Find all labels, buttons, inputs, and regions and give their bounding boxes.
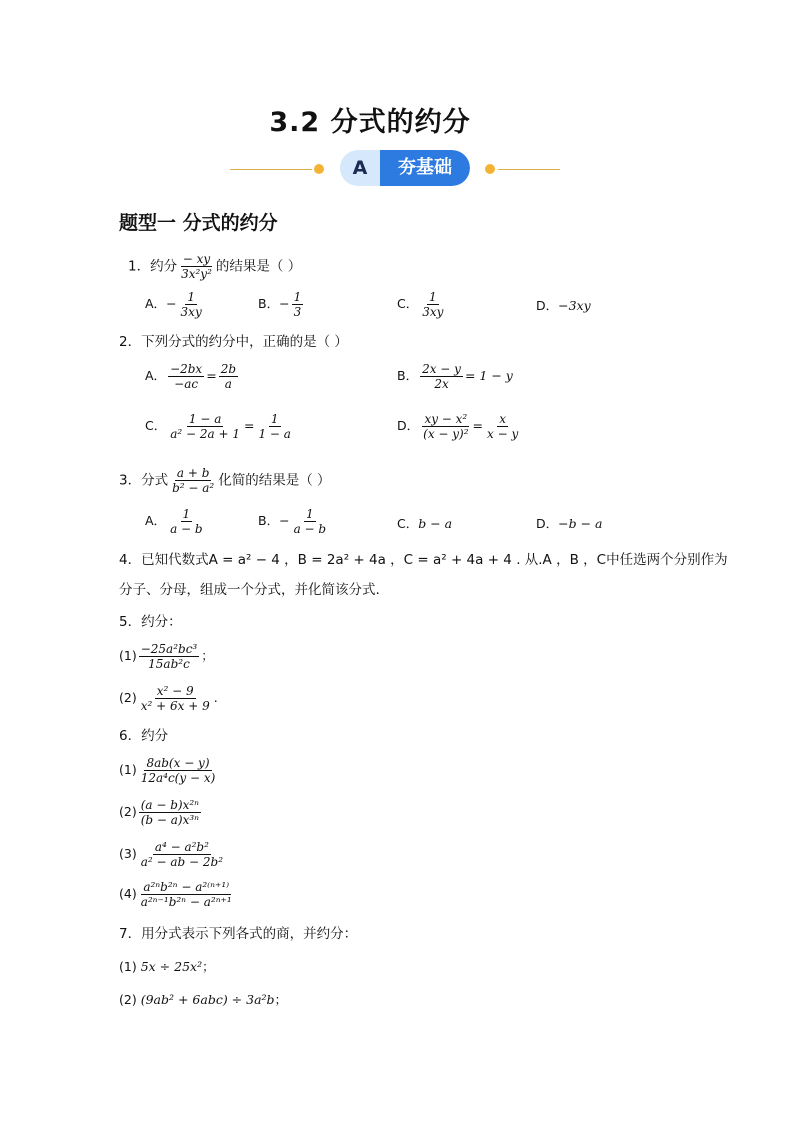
q6-part-2 (119, 798, 203, 827)
q1-frac-num: − xy (182, 252, 211, 266)
q2-d-right-num: x (499, 412, 507, 426)
banner-line-left (230, 169, 312, 170)
banner-label: 夯基础 (380, 150, 470, 186)
q1-option-b-frac (292, 290, 304, 319)
q3-option-b-frac (292, 507, 329, 536)
q2-b-left-den: 2x (434, 377, 449, 391)
q1-option-a-den: 3xy (180, 305, 202, 319)
q3-stem-post: 化简的结果是（ ） (218, 472, 331, 489)
q5-part-2-num: x² − 9 (156, 684, 194, 698)
q6-part-2-frac (139, 798, 201, 827)
q1-option-c-den: 3xy (422, 305, 444, 319)
q3-frac-num: a + b (176, 466, 210, 480)
q1-option-a-sign: − (166, 296, 177, 311)
banner-dot-right (485, 164, 495, 174)
q1-option-d (536, 296, 591, 314)
q3-option-a (145, 507, 207, 536)
q5-part-1-den: 15ab²c (148, 657, 190, 671)
q7-part-2-end: ； (274, 992, 288, 1007)
q5-part-2-den: x² + 6x + 9 (140, 699, 210, 713)
q6-part-2-label: (2) (119, 804, 137, 819)
q5-part-1-num: −25a²bc³ (140, 642, 198, 656)
q5-part-2 (119, 684, 218, 713)
q1-stem-post: 的结果是（ ） (215, 258, 302, 275)
q1-option-c-num: 1 (429, 290, 437, 304)
q6-part-4-frac (139, 880, 234, 909)
q3-option-b-sign: − (279, 513, 290, 528)
q5-part-2-frac (139, 684, 212, 713)
q3-option-b (258, 507, 330, 536)
q3-option-a-frac (168, 507, 205, 536)
q1-option-a-num: 1 (187, 290, 195, 304)
q3-option-d-text: −b − a (558, 516, 603, 531)
q2-c-left (168, 412, 242, 441)
question-4-line-2: 分子、分母，组成一个分式，并化简该分式. (119, 582, 380, 598)
banner-dot-left (314, 164, 324, 174)
page-title: 3.2 分式的约分 (269, 107, 471, 138)
q1-option-b-den: 3 (293, 305, 302, 319)
q7-part-2-label: (2) (119, 992, 137, 1007)
q1-option-b (258, 290, 305, 319)
q2-c-right-num: 1 (270, 412, 279, 426)
q2-b-left-num: 2x − y (422, 362, 461, 376)
q2-a-right-num: 2b (220, 362, 237, 376)
q2-option-c: C． $\frac{1 - a}{\text{a² − 2a + 1}}$ = $\frac{1}{1 - a}$ (145, 412, 291, 441)
q2-d-right (485, 412, 520, 441)
q6-part-4-num: a²ⁿb²ⁿ − a²⁽ⁿ⁺¹⁾ (143, 880, 230, 894)
q6-part-4-label: (4) (119, 886, 137, 901)
q7-part-1-label: (1) (119, 959, 137, 974)
section-heading: 题型一 分式的约分 (119, 212, 278, 234)
q3-frac-den: b² − a² (172, 481, 215, 495)
q2-b-rest: = 1 − y (464, 368, 513, 383)
q3-option-b-den: a − b (293, 522, 327, 536)
banner-letter: A (352, 157, 368, 179)
q2-d-right-den: x − y (487, 427, 519, 441)
q2-a-right (219, 362, 238, 391)
q2-option-c-label: C． (145, 418, 167, 433)
q6-part-1-label: (1) (119, 762, 137, 777)
q2-option-d: D． $\frac{\text{xy − x²}}{\text{(x − y)²}}$ = $\frac{x}{x - y}$ (397, 412, 519, 441)
q2-option-a-label: A． (145, 368, 167, 383)
q7-part-2-expr: (9ab² + 6abc) ÷ 3a²b (140, 992, 275, 1007)
q3-option-a-label: A． (145, 513, 167, 528)
q2-d-left-den: (x − y)² (423, 427, 469, 441)
q2-option-d-label: D． (397, 418, 420, 433)
q2-a-left-num: −2bx (170, 362, 203, 376)
q3-option-c-text: b − a (418, 516, 453, 531)
question-4-line-1: 4．已知代数式A = a² − 4 ，B = 2a² + 4a ，C = a² + 4a + 4 . 从.A ，B ，C中任选两个分别作为 (119, 552, 728, 568)
q6-part-3-frac (139, 840, 225, 869)
q6-part-4-den: a²ⁿ⁻¹b²ⁿ − a²ⁿ⁺¹ (140, 895, 232, 909)
q3-stem-pre: 3．分式 (119, 472, 169, 489)
q3-option-b-num: 1 (306, 507, 314, 521)
q2-a-left-den: −ac (174, 377, 199, 391)
q6-part-4 (119, 880, 236, 909)
q6-part-1-num: 8ab(x − y) (146, 756, 210, 770)
q6-part-2-num: (a − b)x²ⁿ (140, 798, 200, 812)
q1-stem-pre: 1．约分 (128, 258, 178, 275)
question-7-stem: 7．用分式表示下列各式的商，并约分： (119, 926, 358, 942)
q2-option-a: A． $\frac{-2bx}{-ac}$ = $\frac{2b}{a}$ (145, 362, 237, 391)
question-6-stem: 6．约分 (119, 728, 169, 744)
q6-part-3-label: (3) (119, 846, 137, 861)
q2-a-left (168, 362, 204, 391)
q1-option-c (397, 290, 447, 319)
q3-option-c (397, 514, 452, 532)
q3-option-d (536, 514, 603, 532)
q6-part-3-num: a⁴ − a²b² (154, 840, 209, 854)
q1-frac-den: 3x²y² (181, 267, 212, 281)
q7-part-1-expr: 5x ÷ 25x² (140, 959, 203, 974)
q6-part-1-frac (139, 756, 218, 785)
q6-part-3-den: a² − ab − 2b² (140, 855, 224, 869)
q5-part-1-frac (139, 642, 200, 671)
q3-option-b-label: B． (258, 513, 280, 528)
question-1-stem (128, 252, 301, 281)
q1-option-b-num: 1 (293, 290, 302, 304)
q3-option-a-num: 1 (182, 507, 191, 521)
q5-part-1-label: (1) (119, 648, 137, 663)
q1-option-b-sign: − (279, 296, 290, 311)
question-2-stem: 2．下列分式的约分中，正确的是（ ） (119, 334, 348, 350)
q3-fraction (170, 466, 216, 495)
q7-part-1 (119, 957, 215, 975)
q1-option-b-label: B． (258, 296, 280, 311)
q1-option-a-frac (179, 290, 204, 319)
q7-part-1-end: ； (202, 959, 215, 974)
q5-part-2-label: (2) (119, 690, 137, 705)
q1-option-c-frac (420, 290, 445, 319)
question-5-stem: 5．约分： (119, 614, 182, 630)
q5-part-1-end: ； (201, 648, 214, 663)
banner-pill (340, 150, 470, 186)
q2-b-left (420, 362, 463, 391)
q2-option-b (397, 362, 513, 391)
q3-option-c-label: C． (397, 516, 419, 531)
section-banner (230, 150, 560, 186)
q1-option-d-label: D． (536, 298, 559, 313)
question-3-stem (119, 466, 331, 495)
q6-part-3 (119, 840, 227, 869)
q2-c-right (256, 412, 292, 441)
q5-part-2-end: . (213, 690, 218, 705)
q1-option-a (145, 290, 206, 319)
q2-d-left (421, 412, 470, 441)
banner-line-right (498, 169, 560, 170)
q6-part-1-den: 12a⁴c(y − x) (140, 771, 216, 785)
q3-option-a-den: a − b (170, 522, 203, 536)
q2-c-left-num: 1 − a (188, 412, 222, 426)
q6-part-1 (119, 756, 219, 785)
q1-option-c-label: C． (397, 296, 419, 311)
q1-fraction (179, 252, 214, 281)
q6-part-2-den: (b − a)x³ⁿ (140, 813, 200, 827)
q2-c-right-den: 1 − a (258, 427, 291, 441)
q2-c-left-den: a² − 2a + 1 (170, 427, 240, 441)
q2-a-right-den: a (224, 377, 232, 391)
q1-option-d-text: −3xy (558, 298, 591, 313)
q2-option-b-label: B． (397, 368, 419, 383)
q1-option-a-label: A． (145, 296, 167, 311)
q2-d-left-num: xy − x² (424, 412, 468, 426)
q3-option-d-label: D． (536, 516, 559, 531)
q7-part-2 (119, 990, 287, 1008)
q5-part-1 (119, 642, 214, 671)
